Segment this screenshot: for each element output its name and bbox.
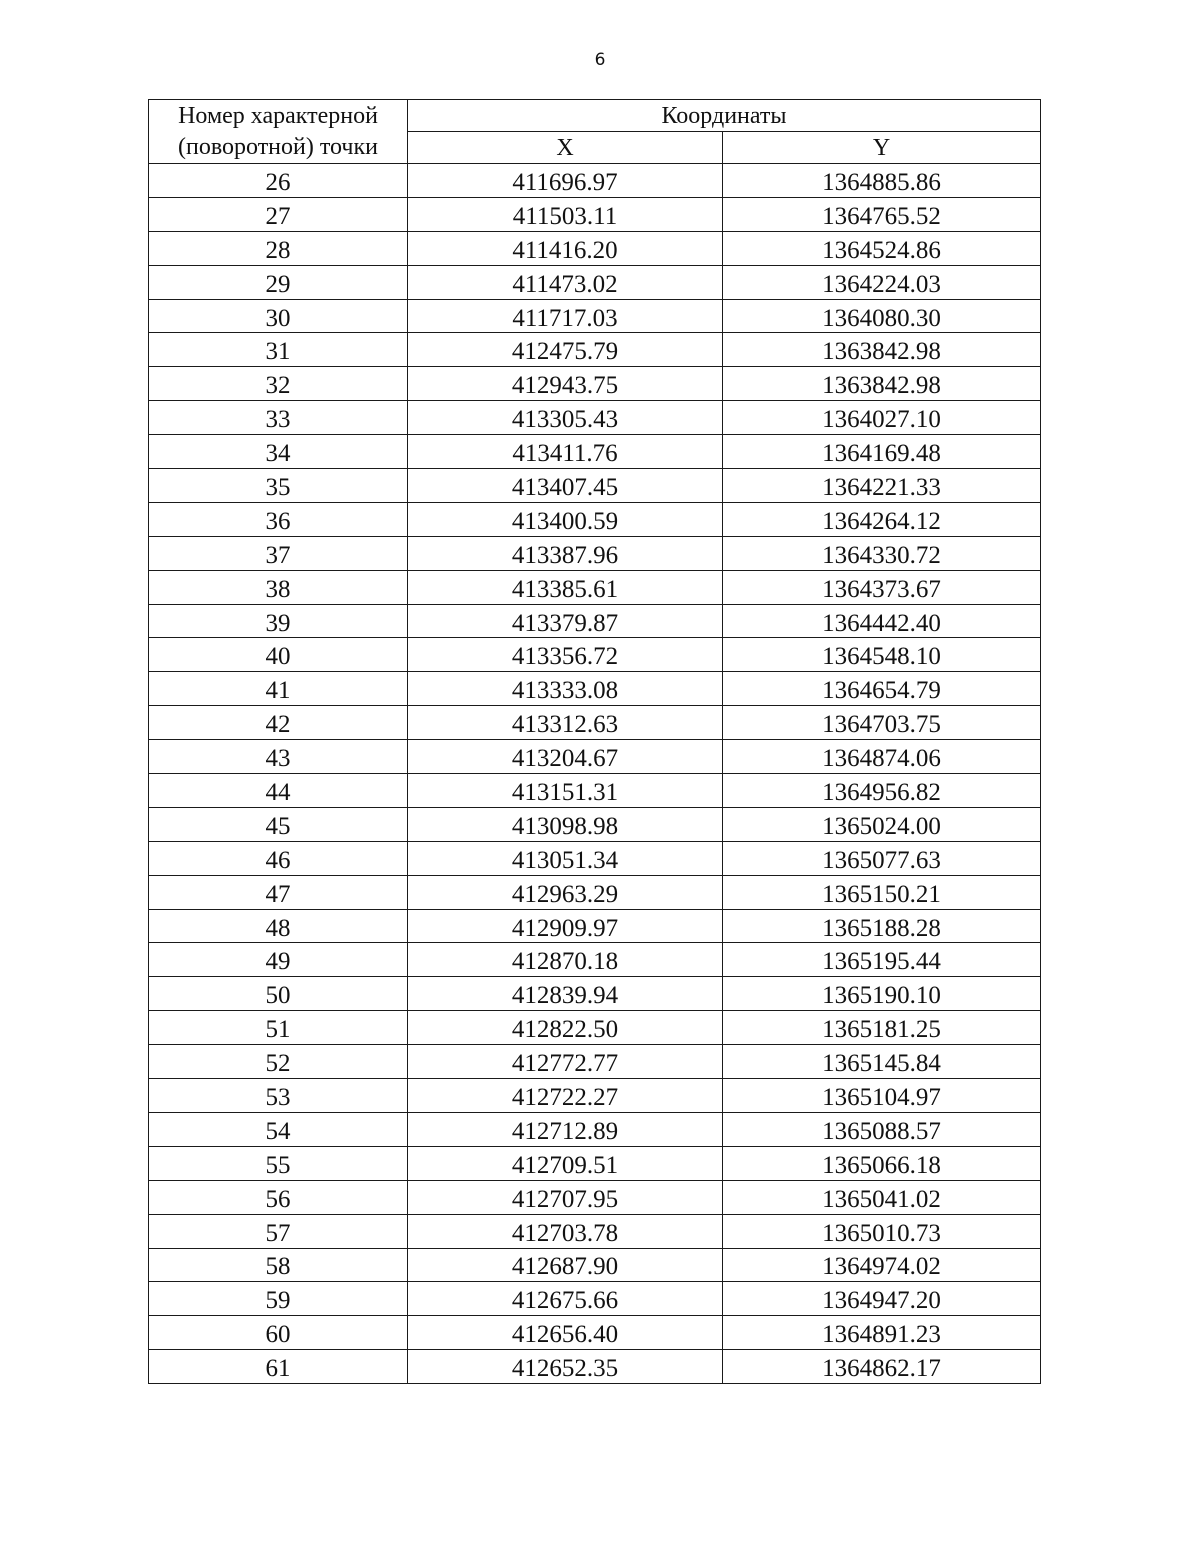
x-coordinate-cell: 412703.78 — [408, 1214, 723, 1248]
x-coordinate-cell: 412870.18 — [408, 943, 723, 977]
y-coordinate-cell: 1364442.40 — [723, 604, 1041, 638]
y-coordinate-cell: 1365190.10 — [723, 977, 1041, 1011]
y-coordinate-cell: 1364654.79 — [723, 672, 1041, 706]
table-row — [149, 367, 1041, 401]
table-row — [149, 807, 1041, 841]
table-row — [149, 570, 1041, 604]
y-coordinate-cell: 1364891.23 — [723, 1316, 1041, 1350]
y-coordinate-cell: 1365024.00 — [723, 807, 1041, 841]
x-coordinate-cell: 411416.20 — [408, 231, 723, 265]
table-row — [149, 333, 1041, 367]
table-row — [149, 299, 1041, 333]
table-row — [149, 1282, 1041, 1316]
x-coordinate-cell: 412475.79 — [408, 333, 723, 367]
x-coordinate-cell: 412822.50 — [408, 1011, 723, 1045]
y-coordinate-cell: 1364974.02 — [723, 1248, 1041, 1282]
point-number-cell: 35 — [149, 469, 408, 503]
point-number-cell: 29 — [149, 265, 408, 299]
table-row — [149, 536, 1041, 570]
y-coordinate-cell: 1364947.20 — [723, 1282, 1041, 1316]
x-column-header: X — [408, 132, 723, 164]
point-number-cell: 37 — [149, 536, 408, 570]
y-coordinate-cell: 1364862.17 — [723, 1350, 1041, 1384]
table-row — [149, 164, 1041, 198]
table-row — [149, 1248, 1041, 1282]
point-number-cell: 49 — [149, 943, 408, 977]
point-number-cell: 44 — [149, 774, 408, 808]
y-coordinate-cell: 1364169.48 — [723, 435, 1041, 469]
point-number-cell: 40 — [149, 638, 408, 672]
point-number-cell: 56 — [149, 1180, 408, 1214]
x-coordinate-cell: 411503.11 — [408, 197, 723, 231]
point-number-cell: 59 — [149, 1282, 408, 1316]
x-coordinate-cell: 412722.27 — [408, 1079, 723, 1113]
page-number: 6 — [594, 50, 606, 70]
y-coordinate-cell: 1365188.28 — [723, 909, 1041, 943]
point-number-cell: 42 — [149, 706, 408, 740]
x-coordinate-cell: 412839.94 — [408, 977, 723, 1011]
y-coordinate-cell: 1364264.12 — [723, 502, 1041, 536]
x-coordinate-cell: 413305.43 — [408, 401, 723, 435]
table-row — [149, 1214, 1041, 1248]
point-number-cell: 38 — [149, 570, 408, 604]
x-coordinate-cell: 412675.66 — [408, 1282, 723, 1316]
point-number-cell: 30 — [149, 299, 408, 333]
y-coordinate-cell: 1364524.86 — [723, 231, 1041, 265]
point-number-cell: 28 — [149, 231, 408, 265]
x-coordinate-cell: 413411.76 — [408, 435, 723, 469]
coordinates-table — [148, 99, 1041, 1384]
x-coordinate-cell: 413356.72 — [408, 638, 723, 672]
y-coordinate-cell: 1364703.75 — [723, 706, 1041, 740]
y-column-header: Y — [723, 132, 1041, 164]
table-row — [149, 1045, 1041, 1079]
y-coordinate-cell: 1363842.98 — [723, 367, 1041, 401]
table-row — [149, 875, 1041, 909]
y-coordinate-cell: 1364548.10 — [723, 638, 1041, 672]
x-coordinate-cell: 412772.77 — [408, 1045, 723, 1079]
point-number-cell: 46 — [149, 841, 408, 875]
y-coordinate-cell: 1364765.52 — [723, 197, 1041, 231]
point-number-cell: 26 — [149, 164, 408, 198]
point-number-cell: 57 — [149, 1214, 408, 1248]
y-coordinate-cell: 1365088.57 — [723, 1112, 1041, 1146]
point-number-cell: 50 — [149, 977, 408, 1011]
point-number-cell: 48 — [149, 909, 408, 943]
point-number-cell: 45 — [149, 807, 408, 841]
y-coordinate-cell: 1365181.25 — [723, 1011, 1041, 1045]
table-row — [149, 197, 1041, 231]
table-row — [149, 706, 1041, 740]
point-number-cell: 43 — [149, 740, 408, 774]
table-row — [149, 909, 1041, 943]
x-coordinate-cell: 413098.98 — [408, 807, 723, 841]
y-coordinate-cell: 1365010.73 — [723, 1214, 1041, 1248]
y-coordinate-cell: 1364080.30 — [723, 299, 1041, 333]
table-row — [149, 1180, 1041, 1214]
table-row — [149, 401, 1041, 435]
table-row — [149, 1146, 1041, 1180]
y-coordinate-cell: 1364874.06 — [723, 740, 1041, 774]
point-number-cell: 41 — [149, 672, 408, 706]
point-number-cell: 39 — [149, 604, 408, 638]
y-coordinate-cell: 1364027.10 — [723, 401, 1041, 435]
y-coordinate-cell: 1365104.97 — [723, 1079, 1041, 1113]
y-coordinate-cell: 1365150.21 — [723, 875, 1041, 909]
table-row — [149, 231, 1041, 265]
y-coordinate-cell: 1365145.84 — [723, 1045, 1041, 1079]
x-coordinate-cell: 413204.67 — [408, 740, 723, 774]
table-header — [149, 100, 1041, 164]
y-coordinate-cell: 1365041.02 — [723, 1180, 1041, 1214]
table-row — [149, 638, 1041, 672]
x-coordinate-cell: 412709.51 — [408, 1146, 723, 1180]
x-coordinate-cell: 413051.34 — [408, 841, 723, 875]
table-row — [149, 740, 1041, 774]
x-coordinate-cell: 413385.61 — [408, 570, 723, 604]
x-coordinate-cell: 413400.59 — [408, 502, 723, 536]
point-number-cell: 53 — [149, 1079, 408, 1113]
y-coordinate-cell: 1364221.33 — [723, 469, 1041, 503]
point-number-cell: 51 — [149, 1011, 408, 1045]
x-coordinate-cell: 411473.02 — [408, 265, 723, 299]
point-number-cell: 47 — [149, 875, 408, 909]
point-number-cell: 33 — [149, 401, 408, 435]
x-coordinate-cell: 413387.96 — [408, 536, 723, 570]
table-row — [149, 1350, 1041, 1384]
table-row — [149, 604, 1041, 638]
table-row — [149, 502, 1041, 536]
x-coordinate-cell: 412963.29 — [408, 875, 723, 909]
y-coordinate-cell: 1364885.86 — [723, 164, 1041, 198]
table-body — [149, 164, 1041, 1384]
point-number-cell: 54 — [149, 1112, 408, 1146]
table-row — [149, 774, 1041, 808]
table-row — [149, 1079, 1041, 1113]
x-coordinate-cell: 412656.40 — [408, 1316, 723, 1350]
y-coordinate-cell: 1365077.63 — [723, 841, 1041, 875]
x-coordinate-cell: 413379.87 — [408, 604, 723, 638]
y-coordinate-cell: 1364330.72 — [723, 536, 1041, 570]
point-number-cell: 34 — [149, 435, 408, 469]
x-coordinate-cell: 411717.03 — [408, 299, 723, 333]
point-number-header: Номер характерной (поворотной) точки — [149, 100, 408, 164]
table-row — [149, 977, 1041, 1011]
table-row — [149, 1316, 1041, 1350]
y-coordinate-cell: 1364224.03 — [723, 265, 1041, 299]
point-number-cell: 61 — [149, 1350, 408, 1384]
point-number-cell: 58 — [149, 1248, 408, 1282]
y-coordinate-cell: 1364956.82 — [723, 774, 1041, 808]
x-coordinate-cell: 412707.95 — [408, 1180, 723, 1214]
x-coordinate-cell: 412712.89 — [408, 1112, 723, 1146]
x-coordinate-cell: 412687.90 — [408, 1248, 723, 1282]
table-row — [149, 841, 1041, 875]
table-row — [149, 943, 1041, 977]
x-coordinate-cell: 412909.97 — [408, 909, 723, 943]
y-coordinate-cell: 1364373.67 — [723, 570, 1041, 604]
point-number-cell: 55 — [149, 1146, 408, 1180]
y-coordinate-cell: 1365066.18 — [723, 1146, 1041, 1180]
table-row — [149, 469, 1041, 503]
y-coordinate-cell: 1365195.44 — [723, 943, 1041, 977]
table-row — [149, 265, 1041, 299]
x-coordinate-cell: 412652.35 — [408, 1350, 723, 1384]
table-row — [149, 1112, 1041, 1146]
x-coordinate-cell: 413312.63 — [408, 706, 723, 740]
x-coordinate-cell: 412943.75 — [408, 367, 723, 401]
point-number-cell: 32 — [149, 367, 408, 401]
x-coordinate-cell: 411696.97 — [408, 164, 723, 198]
point-number-cell: 31 — [149, 333, 408, 367]
table-row — [149, 1011, 1041, 1045]
x-coordinate-cell: 413407.45 — [408, 469, 723, 503]
table-row — [149, 435, 1041, 469]
x-coordinate-cell: 413333.08 — [408, 672, 723, 706]
point-number-cell: 60 — [149, 1316, 408, 1350]
point-number-cell: 27 — [149, 197, 408, 231]
x-coordinate-cell: 413151.31 — [408, 774, 723, 808]
coordinates-header: Координаты — [408, 100, 1041, 132]
y-coordinate-cell: 1363842.98 — [723, 333, 1041, 367]
point-number-cell: 36 — [149, 502, 408, 536]
point-number-cell: 52 — [149, 1045, 408, 1079]
table-row — [149, 672, 1041, 706]
